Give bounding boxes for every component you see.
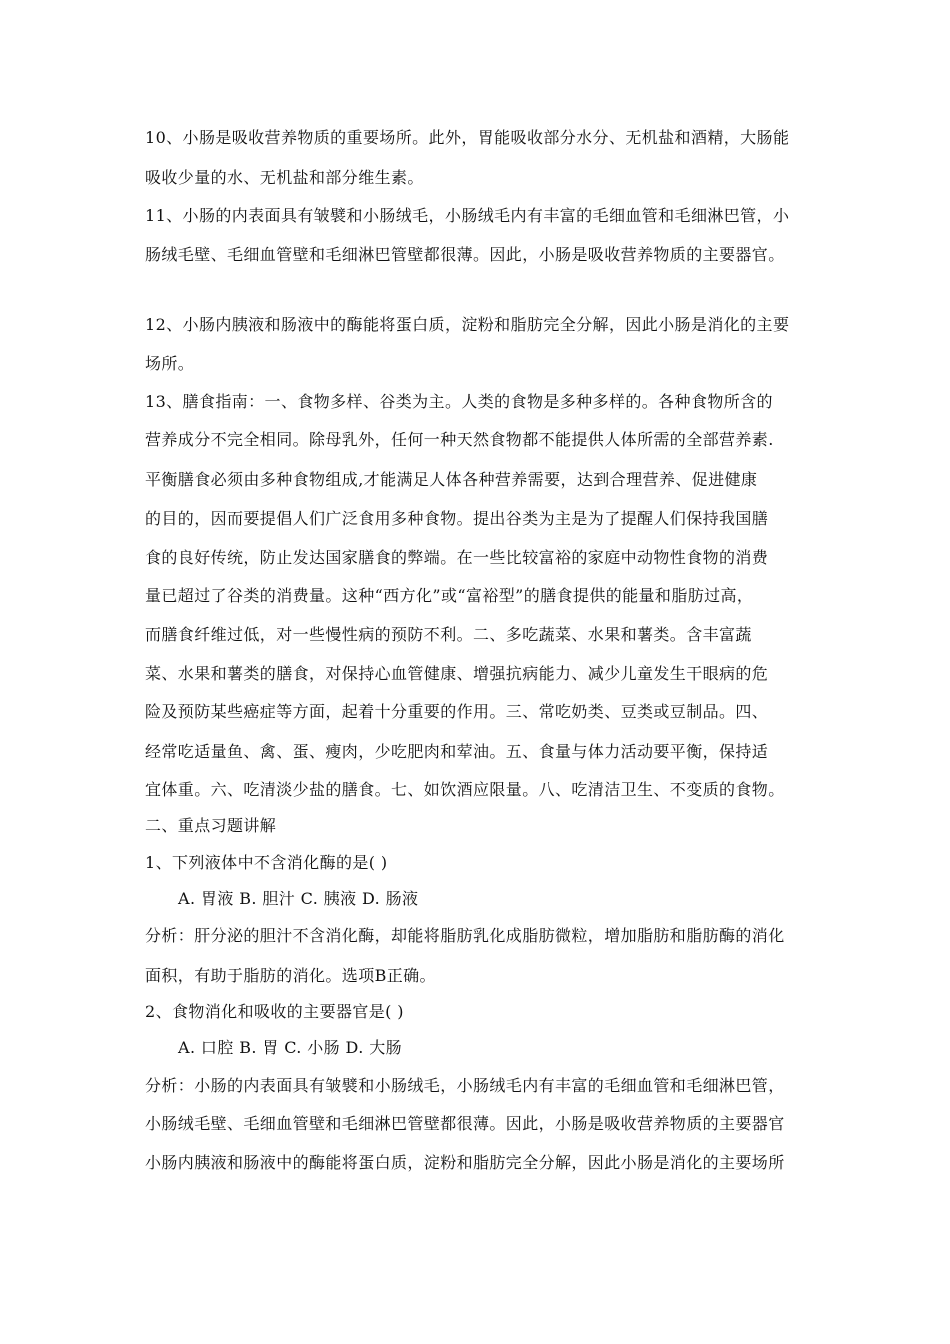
analysis-2-line-3: 小肠内胰液和肠液中的酶能将蛋白质，淀粉和脂肪完全分解，因此小肠是消化的主要场所 xyxy=(145,1153,785,1172)
paragraph-13-line-11: 宜体重。六、吃清淡少盐的膳食。七、如饮酒应限量。八、吃清洁卫生、不变质的食物。 xyxy=(145,780,785,799)
paragraph-13-line-6: 量已超过了谷类的消费量。这种“西方化”或“富裕型”的膳食提供的能量和脂肪过高， xyxy=(145,586,754,605)
paragraph-13-line-8: 菜、水果和薯类的膳食，对保持心血管健康、增强抗病能力、减少儿童发生干眼病的危 xyxy=(145,664,769,683)
analysis-2-line-2: 小肠绒毛壁、毛细血管壁和毛细淋巴管壁都很薄。因此，小肠是吸收营养物质的主要器官 xyxy=(145,1114,785,1133)
analysis-2-line-1: 分析：小肠的内表面具有皱襞和小肠绒毛，小肠绒毛内有丰富的毛细血管和毛细淋巴管， xyxy=(145,1076,785,1095)
paragraph-13-line-10: 经常吃适量鱼、禽、蛋、瘦肉，少吃肥肉和荤油。五、食量与体力活动要平衡，保持适 xyxy=(145,742,769,761)
paragraph-13-line-7: 而膳食纤维过低，对一些慢性病的预防不利。二、多吃蔬菜、水果和薯类。含丰富蔬 xyxy=(145,625,752,644)
question-1-options: A. 胃液 B. 胆汁 C. 胰液 D. 肠液 xyxy=(178,889,419,908)
question-2-options: A. 口腔 B. 胃 C. 小肠 D. 大肠 xyxy=(178,1038,402,1057)
paragraph-11-line-1: 11、小肠的内表面具有皱襞和小肠绒毛，小肠绒毛内有丰富的毛细血管和毛细淋巴管，小 xyxy=(145,206,790,225)
paragraph-10-line-2: 吸收少量的水、无机盐和部分维生素。 xyxy=(145,168,424,187)
paragraph-13-line-3: 平衡膳食必须由多种食物组成,才能满足人体各种营养需要，达到合理营养、促进健康 xyxy=(145,470,758,489)
paragraph-13-line-2: 营养成分不完全相同。除母乳外，任何一种天然食物都不能提供人体所需的全部营养素. xyxy=(145,430,774,449)
paragraph-12-line-2: 场所。 xyxy=(145,354,195,373)
question-2: 2、食物消化和吸收的主要器官是( ) xyxy=(145,1002,404,1021)
paragraph-13-line-9: 险及预防某些癌症等方面，起着十分重要的作用。三、常吃奶类、豆类或豆制品。四、 xyxy=(145,702,769,721)
paragraph-12-line-1: 12、小肠内胰液和肠液中的酶能将蛋白质，淀粉和脂肪完全分解，因此小肠是消化的主要 xyxy=(145,315,790,334)
question-1: 1、下列液体中不含消化酶的是( ) xyxy=(145,853,388,872)
paragraph-13-line-1: 13、膳食指南：一、食物多样、谷类为主。人类的食物是多种多样的。各种食物所含的 xyxy=(145,392,773,411)
paragraph-13-line-5: 食的良好传统，防止发达国家膳食的弊端。在一些比较富裕的家庭中动物性食物的消费 xyxy=(145,548,769,567)
analysis-1-line-1: 分析：肝分泌的胆汁不含消化酶，却能将脂肪乳化成脂肪微粒，增加脂肪和脂肪酶的消化 xyxy=(145,926,785,945)
section-heading: 二、重点习题讲解 xyxy=(145,816,277,835)
analysis-1-line-2: 面积，有助于脂肪的消化。选项B正确。 xyxy=(145,966,436,985)
paragraph-10-line-1: 10、小肠是吸收营养物质的重要场所。此外，胃能吸收部分水分、无机盐和酒精，大肠能 xyxy=(145,128,790,147)
paragraph-11-line-2: 肠绒毛壁、毛细血管壁和毛细淋巴管壁都很薄。因此，小肠是吸收营养物质的主要器官。 xyxy=(145,245,785,264)
paragraph-13-line-4: 的目的，因而要提倡人们广泛食用多种食物。提出谷类为主是为了提醒人们保持我国膳 xyxy=(145,509,769,528)
